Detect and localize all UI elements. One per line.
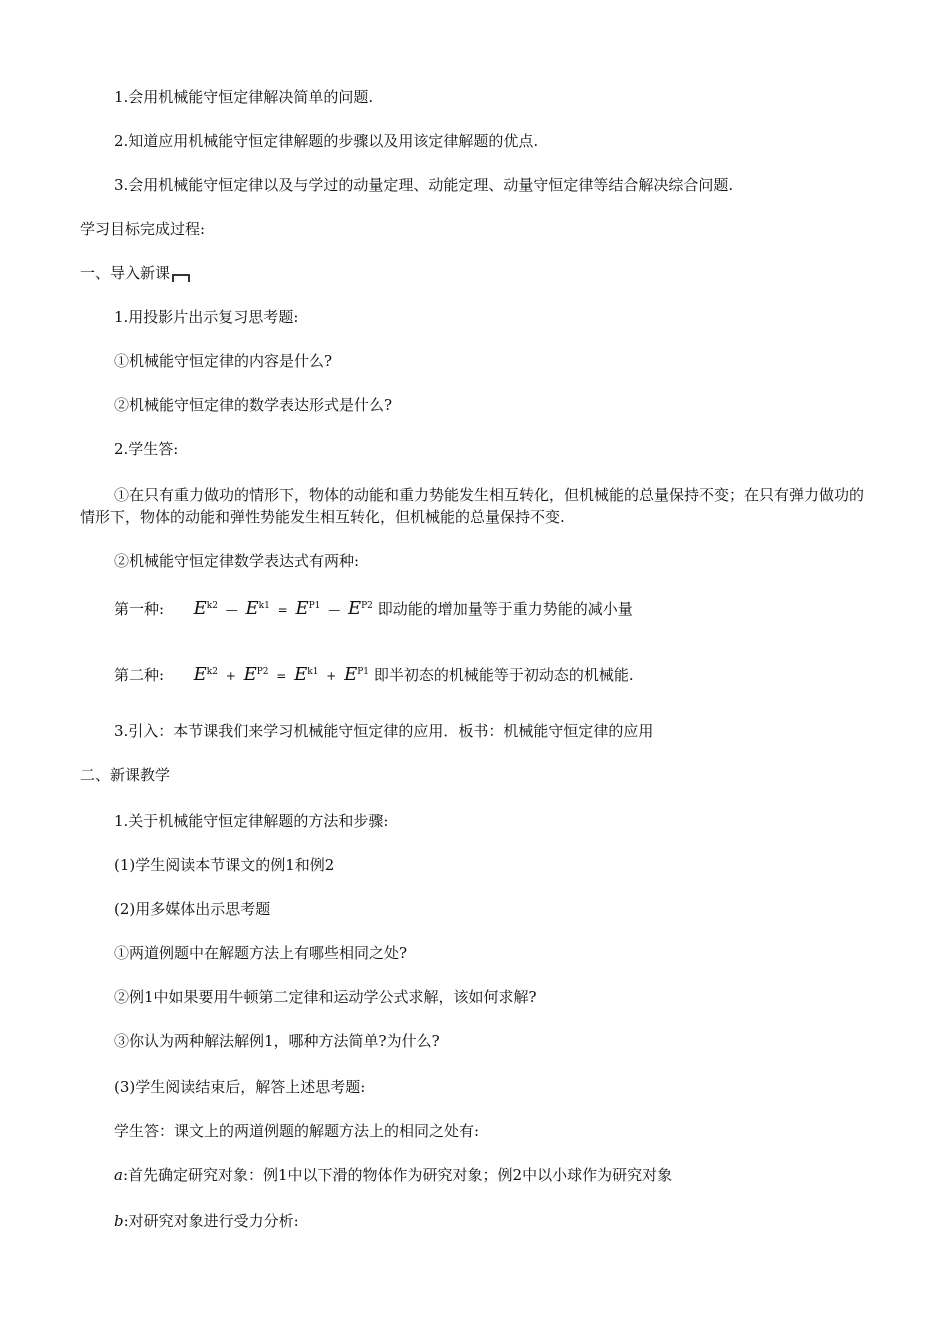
section-1-heading [80,262,190,284]
goal-3: 3.会用机械能守恒定律以及与学过的动量定理、动能定理、动量守恒定律等结合解决综合问题. [114,176,734,194]
review-question-1: ①机械能守恒定律的内容是什么? [114,352,333,370]
section-1-item-1: 1.用投影片出示复习思考题: [114,308,299,326]
think-question-2: ②例1中如果要用牛顿第二定律和运动学公式求解，该如何求解? [114,988,537,1006]
answer-point-b [114,1210,299,1232]
process-heading: 学习目标完成过程: [80,220,206,238]
section-1-text: 一、导入新课 [80,264,171,282]
section-2-step-2: (2)用多媒体出示思考题 [114,900,271,918]
answer-point-a [114,1164,672,1186]
point-a-label: a [114,1166,123,1184]
formula-1-label: 第一种: [114,600,165,618]
formula-1: 第一种: $E^{k2}$ — $E^{k1} = E^{P1}$ — $E^{P2}$ 即动能的增加量等于重力势能的减小量 [114,598,633,619]
goal-1: 1.会用机械能守恒定律解决简单的问题. [114,88,374,106]
section-1-item-3: 3.引入：本节课我们来学习机械能守恒定律的应用．板书：机械能守恒定律的应用 [114,722,654,740]
student-answer-1: ①在只有重力做功的情形下，物体的动能和重力势能发生相互转化，但机械能的总量保持不变；在只有弹力做功的情形下，物体的动能和弹性势能发生相互转化，但机械能的总量保持不变. [80,486,865,526]
section-2-step-1: (1)学生阅读本节课文的例1和例2 [114,856,335,874]
section-1-item-2: 2.学生答: [114,440,179,458]
student-answer-heading: 学生答：课文上的两道例题的解题方法上的相同之处有: [114,1122,480,1140]
point-b-text: :对研究对象进行受力分析: [123,1212,299,1230]
point-a-text: :首先确定研究对象：例1中以下滑的物体作为研究对象；例2中以小球作为研究对象 [122,1166,673,1184]
section-2-step-3: (3)学生阅读结束后，解答上述思考题: [114,1078,366,1096]
formula-1-description: 即动能的增加量等于重力势能的减小量 [377,600,633,618]
formula-2-description: 即半初态的机械能等于初动态的机械能. [373,666,634,684]
student-answer-2: ②机械能守恒定律数学表达式有两种: [114,552,360,570]
formula-2-label: 第二种: [114,666,165,684]
point-b-label: b [114,1212,124,1230]
think-question-3: ③你认为两种解法解例1，哪种方法简单?为什么? [114,1032,440,1050]
think-question-1: ①两道例题中在解题方法上有哪些相同之处? [114,944,408,962]
section-2-item-1: 1.关于机械能守恒定律解题的方法和步骤: [114,812,389,830]
goal-2: 2.知道应用机械能守恒定律解题的步骤以及用该定律解题的优点. [114,132,539,150]
review-question-2: ②机械能守恒定律的数学表达形式是什么? [114,396,393,414]
formula-2: 第二种: $E^{k2} + E^{P2} = E^{k1} + E^{P1}$ 即半初态的机械能等于初动态的机械能. [114,664,634,685]
section-2-heading: 二、新课教学 [80,766,171,784]
text-cursor-icon [172,274,190,282]
